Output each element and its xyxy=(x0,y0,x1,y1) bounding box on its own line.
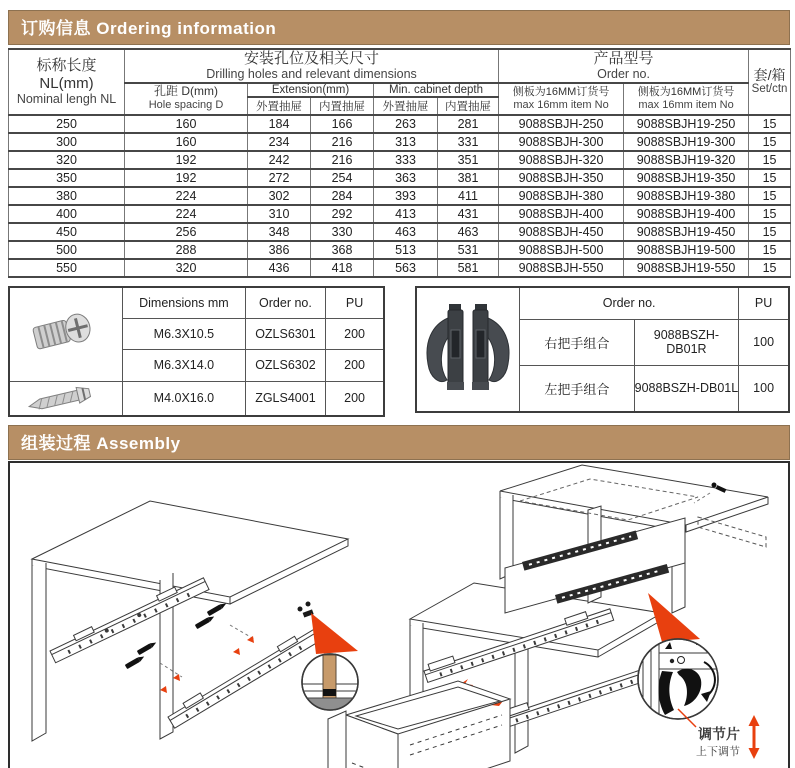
left-handle xyxy=(427,304,464,390)
table-cell: 380 xyxy=(9,187,125,205)
euro-screw-image xyxy=(9,287,123,382)
table-cell: 348 xyxy=(248,223,311,241)
table-cell: 581 xyxy=(438,259,499,277)
table-cell: 351 xyxy=(438,151,499,169)
table-cell: 9088SBJH19-250 xyxy=(624,115,749,133)
label-adjust-tab: 调节片 xyxy=(698,725,740,742)
table-cell: 263 xyxy=(374,115,438,133)
ordering-table xyxy=(8,48,791,278)
table-cell: 15 xyxy=(749,223,791,241)
handle-pair-image xyxy=(416,287,520,412)
table-cell: 386 xyxy=(248,241,311,259)
table-cell: 15 xyxy=(749,187,791,205)
col-header-outer-2: 外置抽屉 xyxy=(374,97,438,115)
table-cell: 160 xyxy=(125,133,248,151)
screw-order: OZLS6302 xyxy=(245,350,325,381)
table-cell: 9088SBJH19-380 xyxy=(624,187,749,205)
table-cell: 160 xyxy=(125,115,248,133)
cabinet-assembled-drawing xyxy=(500,465,768,613)
table-cell: 513 xyxy=(374,241,438,259)
table-cell: 166 xyxy=(311,115,374,133)
handle-order: 9088BSZH-DB01R xyxy=(634,319,739,365)
table-cell: 9088SBJH-250 xyxy=(499,115,624,133)
table-cell: 9088SBJH19-300 xyxy=(624,133,749,151)
table-cell: 333 xyxy=(374,151,438,169)
table-cell: 320 xyxy=(125,259,248,277)
handle-table xyxy=(415,286,790,413)
table-cell: 9088SBJH19-450 xyxy=(624,223,749,241)
table-cell: 9088SBJH19-500 xyxy=(624,241,749,259)
table-cell: 250 xyxy=(9,115,125,133)
table-cell: 9088SBJH-500 xyxy=(499,241,624,259)
assembly-diagram-box xyxy=(8,461,790,768)
table-cell: 15 xyxy=(749,133,791,151)
screw-dim: M6.3X14.0 xyxy=(123,350,246,381)
table-cell: 242 xyxy=(248,151,311,169)
table-cell: 15 xyxy=(749,241,791,259)
table-row xyxy=(9,115,791,133)
table-cell: 192 xyxy=(125,169,248,187)
table-cell: 418 xyxy=(311,259,374,277)
detail-circle-left xyxy=(300,654,362,711)
screw-col-dimensions: Dimensions mm xyxy=(123,287,246,319)
table-cell: 368 xyxy=(311,241,374,259)
screw-col-order: Order no. xyxy=(245,287,325,319)
table-cell: 436 xyxy=(248,259,311,277)
table-cell: 331 xyxy=(438,133,499,151)
table-cell: 413 xyxy=(374,205,438,223)
table-cell: 9088SBJH-350 xyxy=(499,169,624,187)
table-cell: 216 xyxy=(311,151,374,169)
table-cell: 292 xyxy=(311,205,374,223)
handle-pu: 100 xyxy=(739,365,789,412)
table-cell: 563 xyxy=(374,259,438,277)
table-cell: 9088SBJH-320 xyxy=(499,151,624,169)
handle-label: 左把手组合 xyxy=(520,365,635,412)
slide-rail-floating xyxy=(166,625,322,728)
table-row xyxy=(9,187,791,205)
euro-screw-icon xyxy=(12,288,120,378)
table-cell: 254 xyxy=(311,169,374,187)
up-down-arrow-icon xyxy=(749,715,760,759)
table-cell: 463 xyxy=(438,223,499,241)
zoom-cone-left xyxy=(311,613,358,654)
table-row xyxy=(9,223,791,241)
mounting-screws-group2 xyxy=(195,601,254,655)
table-cell: 288 xyxy=(125,241,248,259)
table-cell: 400 xyxy=(9,205,125,223)
table-cell: 450 xyxy=(9,223,125,241)
table-cell: 550 xyxy=(9,259,125,277)
right-handle xyxy=(472,304,509,390)
table-cell: 500 xyxy=(9,241,125,259)
table-row xyxy=(9,381,384,416)
table-cell: 15 xyxy=(749,169,791,187)
screw-pu: 200 xyxy=(326,350,384,381)
table-cell: 216 xyxy=(311,133,374,151)
table-row xyxy=(9,241,791,259)
assembly-diagram xyxy=(10,463,788,768)
screw-table xyxy=(8,286,385,417)
table-cell: 9088SBJH19-350 xyxy=(624,169,749,187)
table-row xyxy=(9,169,791,187)
handle-pu: 100 xyxy=(739,319,789,365)
table-cell: 224 xyxy=(125,205,248,223)
handle-label: 右把手组合 xyxy=(520,319,635,365)
handle-col-order: Order no. xyxy=(520,287,739,320)
table-cell: 300 xyxy=(9,133,125,151)
col-header-extension: Extension(mm) xyxy=(248,83,374,97)
assembly-section-header: 组装过程 Assembly xyxy=(8,425,790,460)
handle-order: 9088BSZH-DB01L xyxy=(634,365,739,412)
table-cell: 350 xyxy=(9,169,125,187)
table-cell: 310 xyxy=(248,205,311,223)
screw-order: OZLS6301 xyxy=(245,318,325,349)
table-cell: 184 xyxy=(248,115,311,133)
col-header-drilling: 安装孔位及相关尺寸 Drilling holes and relevant dimensions xyxy=(125,49,499,83)
table-cell: 330 xyxy=(311,223,374,241)
screw-order: ZGLS4001 xyxy=(245,381,325,416)
label-up-down: 上下调节 xyxy=(696,745,740,758)
table-cell: 463 xyxy=(374,223,438,241)
table-cell: 272 xyxy=(248,169,311,187)
table-cell: 531 xyxy=(438,241,499,259)
table-cell: 302 xyxy=(248,187,311,205)
table-cell: 411 xyxy=(438,187,499,205)
table-cell: 9088SBJH19-550 xyxy=(624,259,749,277)
table-cell: 15 xyxy=(749,259,791,277)
table-cell: 234 xyxy=(248,133,311,151)
accessories-row xyxy=(8,286,790,417)
wood-screw-icon xyxy=(12,382,120,412)
wood-screw-image xyxy=(9,381,123,416)
handle-col-pu: PU xyxy=(739,287,789,320)
table-cell: 363 xyxy=(374,169,438,187)
screw-dim: M6.3X10.5 xyxy=(123,318,246,349)
table-row xyxy=(9,259,791,277)
ordering-table-body xyxy=(9,115,791,277)
table-row xyxy=(9,151,791,169)
table-cell: 9088SBJH-550 xyxy=(499,259,624,277)
ordering-section-header: 订购信息 Ordering information xyxy=(8,10,790,45)
table-cell: 15 xyxy=(749,115,791,133)
col-header-outer-1: 外置抽屉 xyxy=(248,97,311,115)
table-cell: 9088SBJH-300 xyxy=(499,133,624,151)
col-header-min-depth: Min. cabinet depth xyxy=(374,83,499,97)
table-cell: 284 xyxy=(311,187,374,205)
table-cell: 281 xyxy=(438,115,499,133)
col-header-order-no: 产品型号 Order no. xyxy=(499,49,749,83)
table-row xyxy=(9,133,791,151)
screw-col-pu: PU xyxy=(326,287,384,319)
col-header-hole-spacing: 孔距 D(mm) Hole spacing D xyxy=(125,83,248,115)
col-header-inner-2: 内置抽屉 xyxy=(438,97,499,115)
table-cell: 9088SBJH19-320 xyxy=(624,151,749,169)
col-header-item16-a: 侧板为16MM订货号 max 16mm item No xyxy=(499,83,624,115)
screw-pu: 200 xyxy=(326,318,384,349)
table-cell: 9088SBJH-380 xyxy=(499,187,624,205)
col-header-item16-b: 侧板为16MM订货号 max 16mm item No xyxy=(624,83,749,115)
catalog-page xyxy=(8,10,790,768)
table-cell: 9088SBJH-400 xyxy=(499,205,624,223)
table-row xyxy=(9,205,791,223)
col-header-nominal-length: 标称长度 NL(mm) Nominal lengh NL xyxy=(9,49,125,115)
table-cell: 256 xyxy=(125,223,248,241)
col-header-inner-1: 内置抽屉 xyxy=(311,97,374,115)
table-cell: 431 xyxy=(438,205,499,223)
table-cell: 313 xyxy=(374,133,438,151)
table-cell: 192 xyxy=(125,151,248,169)
col-header-set-ctn: 套/箱 Set/ctn xyxy=(749,49,791,115)
screw-dim: M4.0X16.0 xyxy=(123,381,246,416)
table-cell: 9088SBJH19-400 xyxy=(624,205,749,223)
table-cell: 224 xyxy=(125,187,248,205)
table-cell: 9088SBJH-450 xyxy=(499,223,624,241)
slide-rail-mounted xyxy=(48,574,209,663)
table-cell: 381 xyxy=(438,169,499,187)
table-cell: 320 xyxy=(9,151,125,169)
table-cell: 15 xyxy=(749,151,791,169)
screw-pu: 200 xyxy=(326,381,384,416)
handle-pair-icon xyxy=(418,292,518,404)
table-cell: 393 xyxy=(374,187,438,205)
table-cell: 15 xyxy=(749,205,791,223)
